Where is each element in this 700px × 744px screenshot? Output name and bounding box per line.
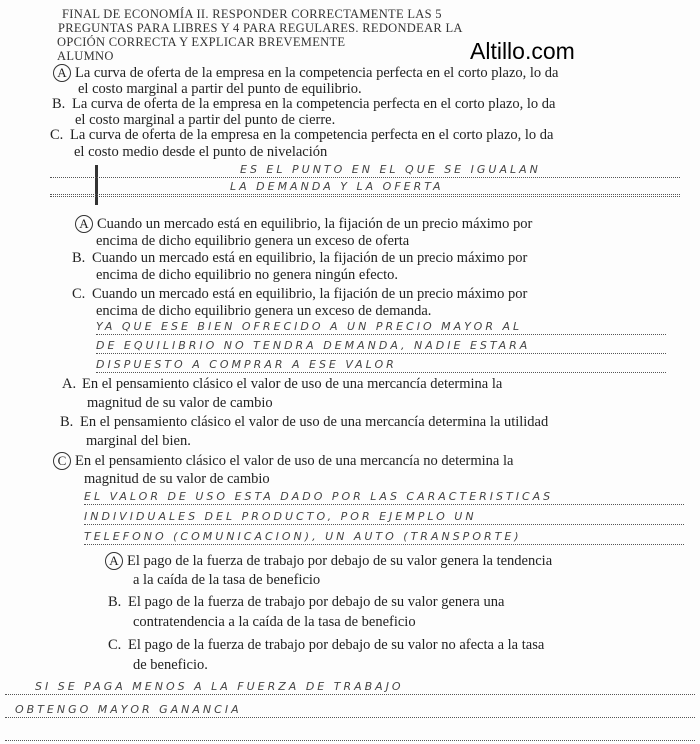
q2-option-a-cont: encima de dicho equilibrio genera un exceso de oferta: [96, 233, 410, 249]
header-line: OPCIÓN CORRECTA Y EXPLICAR BREVEMENTE: [57, 35, 346, 49]
selected-circle-icon: A: [75, 215, 93, 233]
q2-option-b: B. Cuando un mercado está en equilibrio, la fijación de un precio máximo por: [72, 250, 528, 266]
q2-option-a: A Cuando un mercado está en equilibrio, la fijación de un precio máximo por: [75, 215, 532, 233]
blank-line: [50, 196, 680, 197]
q1-option-c: C. La curva de oferta de la empresa en la competencia perfecta en el corto plazo, lo da: [50, 127, 554, 143]
q1-option-b-cont: el costo marginal a partir del punto de cierre.: [75, 112, 336, 128]
q3-option-b-cont: marginal del bien.: [86, 433, 191, 449]
q4-option-a-cont: a la caída de la tasa de beneficio: [133, 572, 321, 588]
q1-option-b: B. La curva de oferta de la empresa en la competencia perfecta en el corto plazo, lo da: [52, 96, 556, 112]
q2-option-c-cont: encima de dicho equilibrio genera un exceso de demanda.: [96, 303, 432, 319]
q1-option-c-cont: el costo medio desde el punto de nivelación: [74, 144, 328, 160]
header-line: FINAL DE ECONOMÍA II. RESPONDER CORRECTAMENTE LAS 5: [62, 7, 442, 21]
q3-handwritten-answer: EL VALOR DE USO ESTA DADO POR LAS CARACTERISTICAS: [84, 490, 684, 505]
q2-handwritten-answer: YA QUE ESE BIEN OFRECIDO A UN PRECIO MAYOR AL: [96, 320, 666, 335]
q2-handwritten-answer: DISPUESTO A COMPRAR A ESE VALOR: [96, 358, 666, 373]
q4-option-c: C. El pago de la fuerza de trabajo por debajo de su valor no afecta a la tasa: [108, 637, 545, 653]
q3-option-b: B. En el pensamiento clásico el valor de uso de una mercancía determina la utilidad: [60, 414, 549, 430]
selected-circle-icon: C: [53, 452, 71, 470]
q4-handwritten-answer: SI SE PAGA MENOS A LA FUERZA DE TRABAJO: [5, 680, 695, 695]
altillo-logo: Altillo.com: [470, 38, 575, 64]
q1-option-a-cont: el costo marginal a partir del punto de equilibrio.: [78, 81, 362, 97]
q2-option-c: C. Cuando un mercado está en equilibrio, la fijación de un precio máximo por: [72, 286, 528, 302]
q1-handwritten-answer: ES EL PUNTO EN EL QUE SE IGUALAN: [50, 163, 680, 178]
q4-option-a: A El pago de la fuerza de trabajo por debajo de su valor genera la tendencia: [105, 552, 552, 570]
blank-line: [5, 726, 695, 741]
q3-option-a-cont: magnitud de su valor de cambio: [87, 395, 273, 411]
q2-option-b-cont: encima de dicho equilibrio no genera ningún efecto.: [96, 267, 398, 283]
q2-handwritten-answer: DE EQUILIBRIO NO TENDRA DEMANDA, NADIE ESTARA: [96, 339, 666, 354]
q1-option-a: A La curva de oferta de la empresa en la competencia perfecta en el corto plazo, lo da: [53, 64, 558, 82]
q3-handwritten-answer: INDIVIDUALES DEL PRODUCTO, POR EJEMPLO UN: [84, 510, 684, 525]
q3-option-c: C En el pensamiento clásico el valor de uso de una mercancía no determina la: [53, 452, 513, 470]
q1-handwritten-answer: LA DEMANDA Y LA OFERTA: [50, 180, 680, 195]
q3-option-c-cont: magnitud de su valor de cambio: [84, 471, 270, 487]
q4-option-b: B. El pago de la fuerza de trabajo por debajo de su valor genera una: [108, 594, 505, 610]
student-label: ALUMNO: [57, 49, 114, 63]
q4-option-c-cont: de beneficio.: [133, 657, 208, 673]
q4-handwritten-answer: OBTENGO MAYOR GANANCIA: [5, 703, 695, 718]
q3-handwritten-answer: TELEFONO (COMUNICACION), UN AUTO (TRANSPORTE): [84, 530, 684, 545]
selected-circle-icon: A: [53, 64, 71, 82]
q4-option-b-cont: contratendencia a la caída de la tasa de beneficio: [133, 614, 416, 630]
header-line: PREGUNTAS PARA LIBRES Y 4 PARA REGULARES. REDONDEAR LA: [58, 21, 463, 35]
selected-circle-icon: A: [105, 552, 123, 570]
q3-option-a: A. En el pensamiento clásico el valor de uso de una mercancía determina la: [62, 376, 503, 392]
